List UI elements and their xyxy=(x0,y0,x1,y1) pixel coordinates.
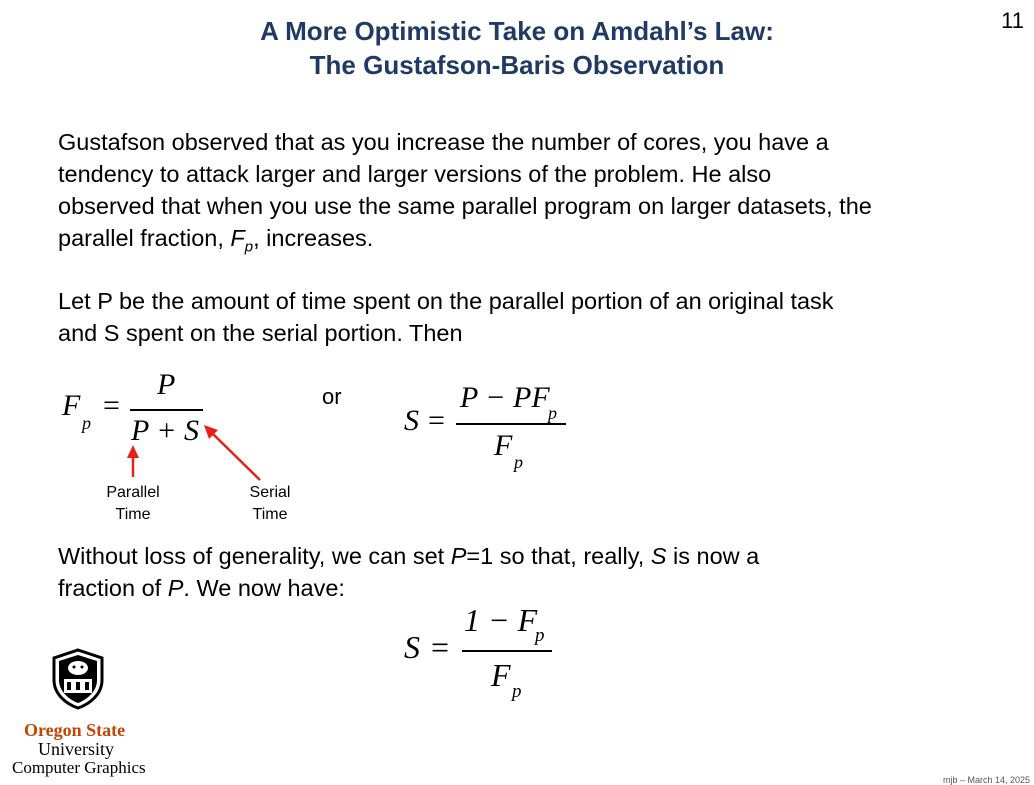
beaver-seal-icon xyxy=(50,648,106,710)
formula3-denominator: F xyxy=(491,657,511,693)
formula3-equals: = xyxy=(431,629,450,665)
parallel-time-label xyxy=(92,482,174,526)
formula1-denominator: P + S xyxy=(131,414,200,447)
footer-right: mjb – March 14, 2025 xyxy=(942,775,1030,785)
logo-name-line1: Oregon State xyxy=(24,720,126,740)
paragraph-1-line-2: tendency to attack larger and larger versions of the problem. He also xyxy=(58,161,772,187)
paragraph-3-line-1 xyxy=(58,540,759,572)
serial-time-label xyxy=(230,482,310,526)
p3-line1-b: =1 so that, really, xyxy=(466,543,651,569)
p3-line2-b: . We now have: xyxy=(183,575,345,601)
formula2-numerator: P − PF xyxy=(460,381,550,414)
formula1-lhs: F xyxy=(62,389,81,422)
footer-left: Computer Graphics xyxy=(12,758,146,777)
paragraph-1-line-3: observed that when you use the same parallel program on larger datasets, the xyxy=(58,193,872,219)
serial-label-line-1: Serial xyxy=(249,484,291,501)
paragraph-3 xyxy=(58,540,759,604)
slide-number: 11 xyxy=(1001,8,1024,33)
parallel-label-line-2: Time xyxy=(115,506,151,523)
paragraph-1-line-1: Gustafson observed that as you increase the number of cores, you have a xyxy=(58,129,829,155)
serial-label-line-2: Time xyxy=(252,506,288,523)
formula3-lhs: S xyxy=(404,629,420,665)
formula2-lhs: S xyxy=(404,404,419,437)
p1-line4-prefix: parallel fraction, xyxy=(58,225,231,251)
p1-var-sub: p xyxy=(244,238,254,256)
paragraph-2-line-1: Let P be the amount of time spent on the parallel portion of an original task xyxy=(58,288,834,314)
p3-var-p: P xyxy=(450,543,467,569)
formula2-equals: = xyxy=(428,404,445,437)
paragraph-2-line-2: and S spent on the serial portion. Then xyxy=(58,320,463,346)
p1-var-f: F xyxy=(230,225,245,251)
p3-line1-c: is now a xyxy=(666,543,760,569)
p3-line1-a: Without loss of generality, we can set xyxy=(58,543,451,569)
formula2-denominator: F xyxy=(494,429,513,462)
formula2-denominator-sub: p xyxy=(514,452,523,472)
p3-var-s: S xyxy=(650,543,667,569)
formula3-fraction-bar xyxy=(462,650,552,652)
slide-title-line2: The Gustafson-Baris Observation xyxy=(309,50,725,80)
or-text: or xyxy=(322,384,342,409)
formula1-lhs-sub: p xyxy=(82,413,91,433)
slide-title-line1: A More Optimistic Take on Amdahl’s Law: xyxy=(260,16,774,46)
formula2-fraction-bar xyxy=(456,423,566,425)
formula3-denominator-sub: p xyxy=(512,681,522,702)
p3-line2-a: fraction of xyxy=(58,575,168,601)
formula3-numerator-sub: p xyxy=(535,625,545,646)
formula1-numerator: P xyxy=(157,368,176,401)
formula2-numerator-sub: p xyxy=(548,403,557,423)
formula1-equals: = xyxy=(103,389,120,422)
formula3-numerator: 1 − F xyxy=(464,602,538,638)
parallel-time-arrow xyxy=(127,445,139,477)
logo-name-line2: University xyxy=(38,739,114,759)
serial-time-arrow xyxy=(204,425,260,480)
p1-line4-suffix: , increases. xyxy=(253,225,374,251)
p3-var-p2: P xyxy=(167,575,184,601)
parallel-label-line-1: Parallel xyxy=(106,484,160,501)
paragraph-3-line-2 xyxy=(58,572,759,604)
